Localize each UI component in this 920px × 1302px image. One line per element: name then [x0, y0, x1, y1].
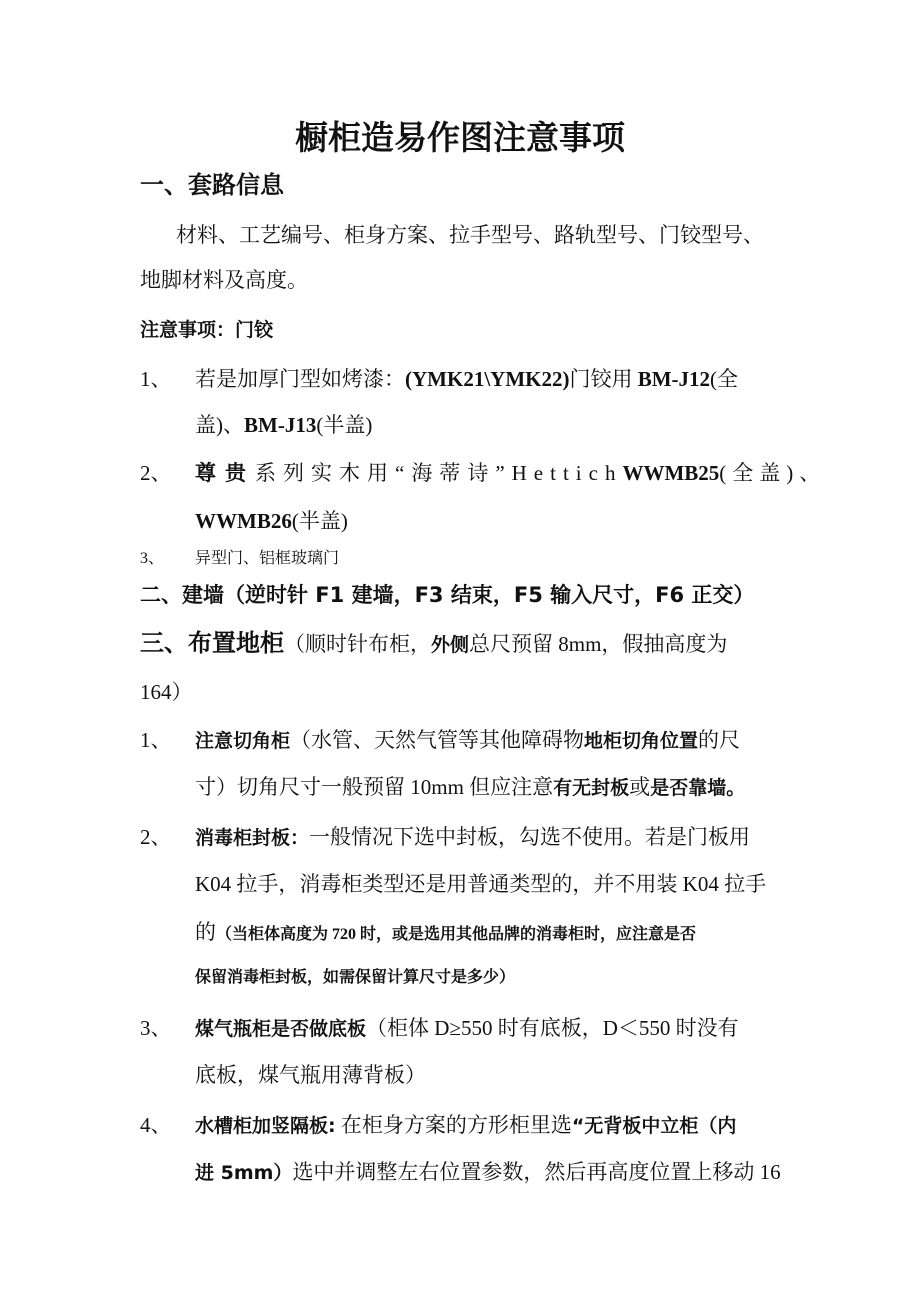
- list-number: 2、: [140, 825, 172, 849]
- hinge-item-1: [140, 367, 172, 391]
- list-number: 1、: [140, 728, 172, 752]
- page-title: 橱柜造易作图注意事项: [295, 118, 625, 157]
- hinge-item-2-line-2: WWMB26(半盖): [195, 509, 348, 533]
- base-item-1: [140, 728, 172, 752]
- base-item-2-line-1: 消毒柜封板：一般情况下选中封板，勾选不使用。若是门板用: [195, 825, 751, 849]
- base-item-1-line-1: 注意切角柜（水管、天然气管等其他障碍物地柜切角位置的尺: [195, 728, 741, 752]
- base-item-1-line-2: 寸）切角尺寸一般预留 10mm 但应注意有无封板或是否靠墙。: [195, 775, 746, 799]
- base-cabinets-heading-line-2: 164）: [140, 680, 193, 704]
- hinge-item-1-line-2: 盖)、BM-J13(半盖): [195, 413, 373, 437]
- list-number: 2、: [140, 461, 172, 485]
- base-item-3: [140, 1016, 172, 1040]
- hinge-item-3: [140, 547, 164, 571]
- base-item-4-line-1: 水槽柜加竖隔板: 在柜身方案的方形柜里选“无背板中立柜（内: [195, 1113, 737, 1137]
- routine-info-line-1: 材料、工艺编号、柜身方案、拉手型号、路轨型号、门铰型号、: [176, 223, 764, 247]
- base-item-3-line-2: 底板，煤气瓶用薄背板）: [195, 1063, 426, 1087]
- base-item-2-line-2: K04 拉手，消毒柜类型还是用普通类型的，并不用装 K04 拉手: [195, 872, 767, 896]
- list-number: 3、: [140, 1016, 172, 1040]
- list-number: 4、: [140, 1113, 172, 1137]
- hinge-item-3-text: 异型门、铝框玻璃门: [195, 550, 340, 567]
- hinge-item-2-line-1: 尊贵系列实木用“海蒂诗”HettichWWMB25(全盖)、: [195, 461, 827, 485]
- base-item-2-line-3: 的（当柜体高度为 720 时，或是选用其他品牌的消毒柜时，应注意是否: [195, 920, 697, 944]
- hinge-notes-heading: 注意事项：门铰: [140, 319, 274, 341]
- base-item-3-line-1: 煤气瓶柜是否做底板（柜体 D≥550 时有底板，D＜550 时没有: [195, 1016, 739, 1040]
- routine-info-line-2: 地脚材料及高度。: [140, 268, 308, 292]
- section-heading-routine-info: 一、套路信息: [140, 171, 284, 199]
- hinge-item-1-line-1: 若是加厚门型如烤漆：(YMK21\YMK22)门铰用 BM-J12(全: [195, 367, 739, 391]
- base-item-4: [140, 1113, 172, 1137]
- section-heading-base-cabinets: 三、布置地柜（顺时针布柜，外侧总尺预留 8mm，假抽高度为: [140, 629, 728, 657]
- hinge-item-2: [140, 461, 172, 485]
- list-number: 1、: [140, 367, 172, 391]
- list-number: 3、: [140, 550, 165, 567]
- base-item-4-line-2: 进 5mm）选中并调整左右位置参数，然后再高度位置上移动 16: [195, 1160, 781, 1184]
- section-heading-build-wall: 二、建墙（逆时针 F1 建墙，F3 结束，F5 输入尺寸，F6 正交）: [140, 583, 755, 607]
- base-item-2: [140, 825, 172, 849]
- base-item-2-line-4: 保留消毒柜封板，如需保留计算尺寸是多少）: [195, 969, 516, 986]
